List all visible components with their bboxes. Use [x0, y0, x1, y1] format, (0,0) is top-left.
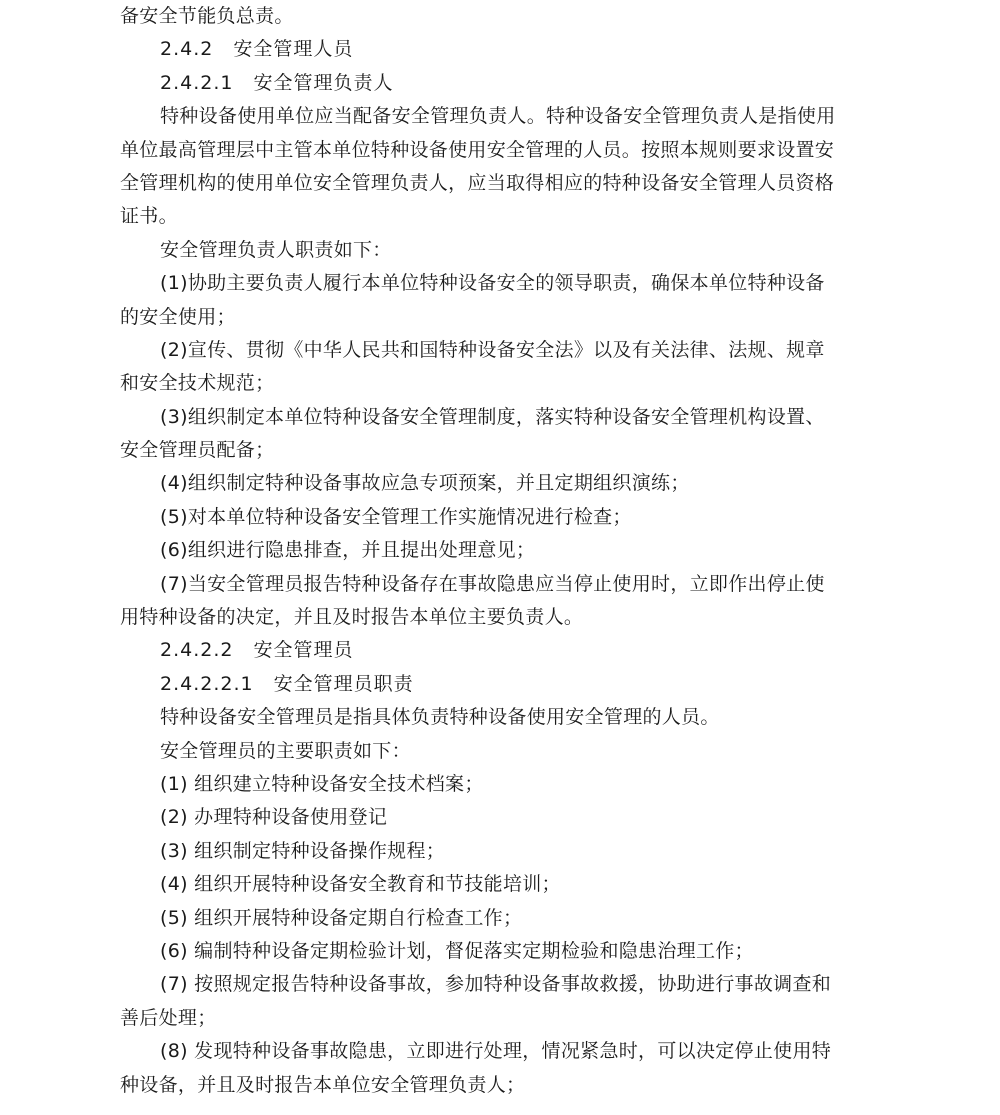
section-heading: 2.4.2.1 安全管理负责人: [160, 71, 394, 94]
list-item-continuation: 种设备，并且及时报告本单位安全管理负责人；: [120, 1073, 526, 1096]
section-heading: 2.4.2 安全管理人员: [160, 38, 354, 61]
list-item: (2)宣传、贯彻《中华人民共和国特种设备安全法》以及有关法律、法规、规章: [160, 338, 825, 361]
text-line: 备安全节能负总责。: [120, 5, 294, 27]
document-page: [120, 0, 885, 1102]
list-item: (3) 组织制定特种设备操作规程；: [160, 839, 446, 862]
list-item: (4) 组织开展特种设备安全教育和节技能培训；: [160, 873, 561, 896]
list-item: (3)组织制定本单位特种设备安全管理制度，落实特种设备安全管理机构设置、: [160, 405, 825, 428]
section-heading: 2.4.2.2 安全管理员: [160, 639, 354, 662]
paragraph-line: 特种设备使用单位应当配备安全管理负责人。特种设备安全管理负责人是指使用: [160, 105, 836, 128]
list-item: (7) 按照规定报告特种设备事故，参加特种设备事故救援，协助进行事故调查和: [160, 973, 832, 996]
list-item: (4)组织制定特种设备事故应急专项预案，并且定期组织演练；: [160, 472, 690, 495]
paragraph-line: 证书。: [120, 205, 178, 228]
list-item: (8) 发现特种设备事故隐患，立即进行处理，情况紧急时，可以决定停止使用特: [160, 1040, 832, 1063]
list-item-continuation: 安全管理员配备；: [120, 439, 275, 462]
list-item-continuation: 的安全使用；: [120, 305, 236, 328]
list-item-continuation: 善后处理；: [120, 1006, 217, 1029]
paragraph-line: 全管理机构的使用单位安全管理负责人，应当取得相应的特种设备安全管理人员资格: [120, 171, 835, 194]
list-item: (7)当安全管理员报告特种设备存在事故隐患应当停止使用时，立即作出停止使: [160, 572, 825, 595]
list-item: (6) 编制特种设备定期检验计划，督促落实定期检验和隐患治理工作；: [160, 939, 754, 962]
section-heading: 2.4.2.2.1 安全管理员职责: [160, 672, 414, 695]
list-item: (6)组织进行隐患排查，并且提出处理意见；: [160, 539, 536, 562]
paragraph-line: 单位最高管理层中主管本单位特种设备使用安全管理的人员。按照本规则要求设置安: [120, 138, 835, 161]
paragraph-line: 安全管理负责人职责如下：: [160, 238, 392, 261]
list-item-continuation: 用特种设备的决定，并且及时报告本单位主要负责人。: [120, 606, 584, 629]
list-item: (2) 办理特种设备使用登记: [160, 806, 388, 829]
list-item-continuation: 和安全技术规范；: [120, 372, 275, 395]
paragraph-line: 特种设备安全管理员是指具体负责特种设备使用安全管理的人员。: [160, 706, 720, 729]
list-item: (1)协助主要负责人履行本单位特种设备安全的领导职责，确保本单位特种设备: [160, 272, 825, 295]
list-item: (5)对本单位特种设备安全管理工作实施情况进行检查；: [160, 505, 632, 528]
paragraph-line: 安全管理员的主要职责如下：: [160, 739, 411, 762]
list-item: (1) 组织建立特种设备安全技术档案；: [160, 772, 484, 795]
list-item: (5) 组织开展特种设备定期自行检查工作；: [160, 906, 523, 929]
